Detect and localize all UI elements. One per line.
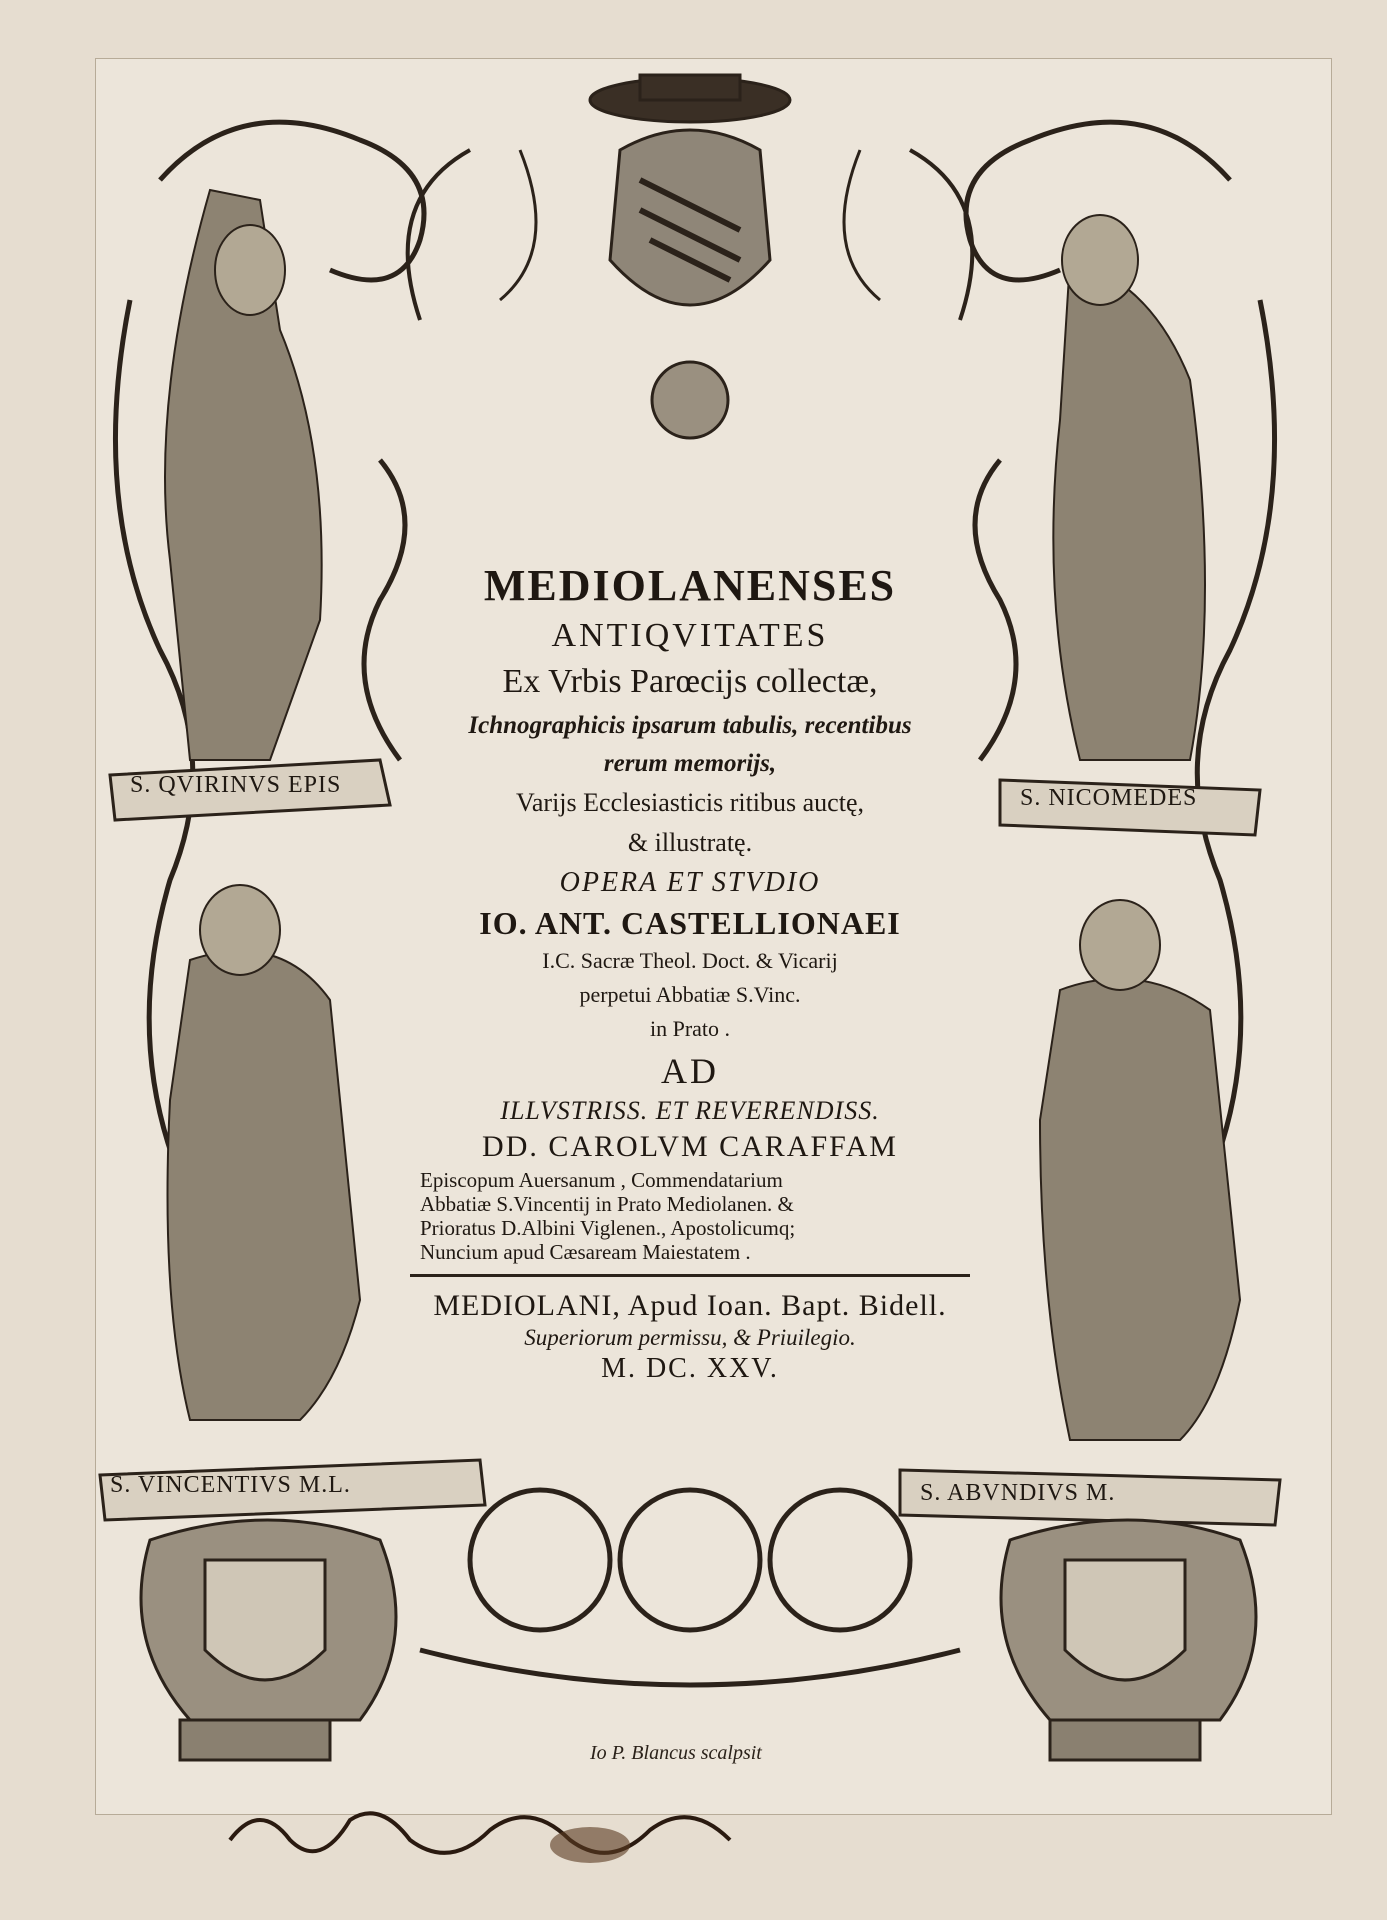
saint-nicomedes-figure <box>1053 215 1205 760</box>
divider-rule <box>410 1274 970 1277</box>
dedicatee-title-1: Episcopum Auersanum , Commendatarium <box>420 1168 783 1192</box>
saint-quirinus-figure <box>165 190 322 760</box>
imprint-privilege: Superiorum permissu, & Priuilegio. <box>524 1325 856 1350</box>
title-line-5: rerum memorijs, <box>603 750 777 777</box>
imprint-place: MEDIOLANI, Apud Ioan. Bapt. Bidell. <box>433 1289 947 1322</box>
dedicatee-name: DD. CAROLVM CARAFFAM <box>482 1130 898 1163</box>
label-quirinus: S. QVIRINVS EPIS <box>130 772 342 798</box>
title-line-3: Ex Vrbis Parœcijs collectæ, <box>502 663 878 700</box>
title-line-7: & illustratę. <box>627 828 753 857</box>
subtitle: ANTIQVITATES <box>551 617 829 654</box>
saint-vincentius-figure <box>168 885 361 1420</box>
dedicatee-title-4: Nuncium apud Cæsaream Maiestatem . <box>420 1240 751 1264</box>
author-name: IO. ANT. CASTELLIONAEI <box>479 905 901 941</box>
engraver-credit: Io P. Blancus scalpsit <box>590 1742 762 1764</box>
dedicatee-title-2: Abbatiæ S.Vincentij in Prato Mediolanen. & <box>420 1192 794 1216</box>
dedication-line: ILLVSTRISS. ET REVERENDISS. <box>500 1096 880 1125</box>
coat-of-arms-bottom-left <box>141 1520 396 1760</box>
imprint-date: M. DC. XXV. <box>601 1353 779 1384</box>
dedication-ad: AD <box>661 1051 719 1091</box>
title-block <box>390 560 990 1385</box>
label-nicomedes: S. NICOMEDES <box>1020 785 1198 811</box>
main-title: MEDIOLANENSES <box>483 561 897 610</box>
coat-of-arms-bottom-right <box>1001 1520 1256 1760</box>
label-vincentius: S. VINCENTIVS M.L. <box>110 1472 351 1498</box>
opera-line: OPERA ET STVDIO <box>559 867 821 898</box>
title-line-6: Varijs Ecclesiasticis ritibus auctę, <box>515 788 864 817</box>
handwritten-signature <box>230 1813 730 1863</box>
saint-abundius-figure <box>1040 900 1240 1440</box>
author-title-2: perpetui Abbatiæ S.Vinc. <box>579 982 801 1007</box>
coat-of-arms-top <box>408 75 973 438</box>
author-title-3: in Prato . <box>649 1016 731 1041</box>
title-line-4: Ichnographicis ipsarum tabulis, recentibus <box>468 712 912 739</box>
label-abundius: S. ABVNDIVS M. <box>920 1480 1116 1506</box>
dedicatee-title-3: Prioratus D.Albini Viglenen., Apostolicumq; <box>420 1216 796 1240</box>
author-title-1: I.C. Sacræ Theol. Doct. & Vicarij <box>542 948 838 973</box>
